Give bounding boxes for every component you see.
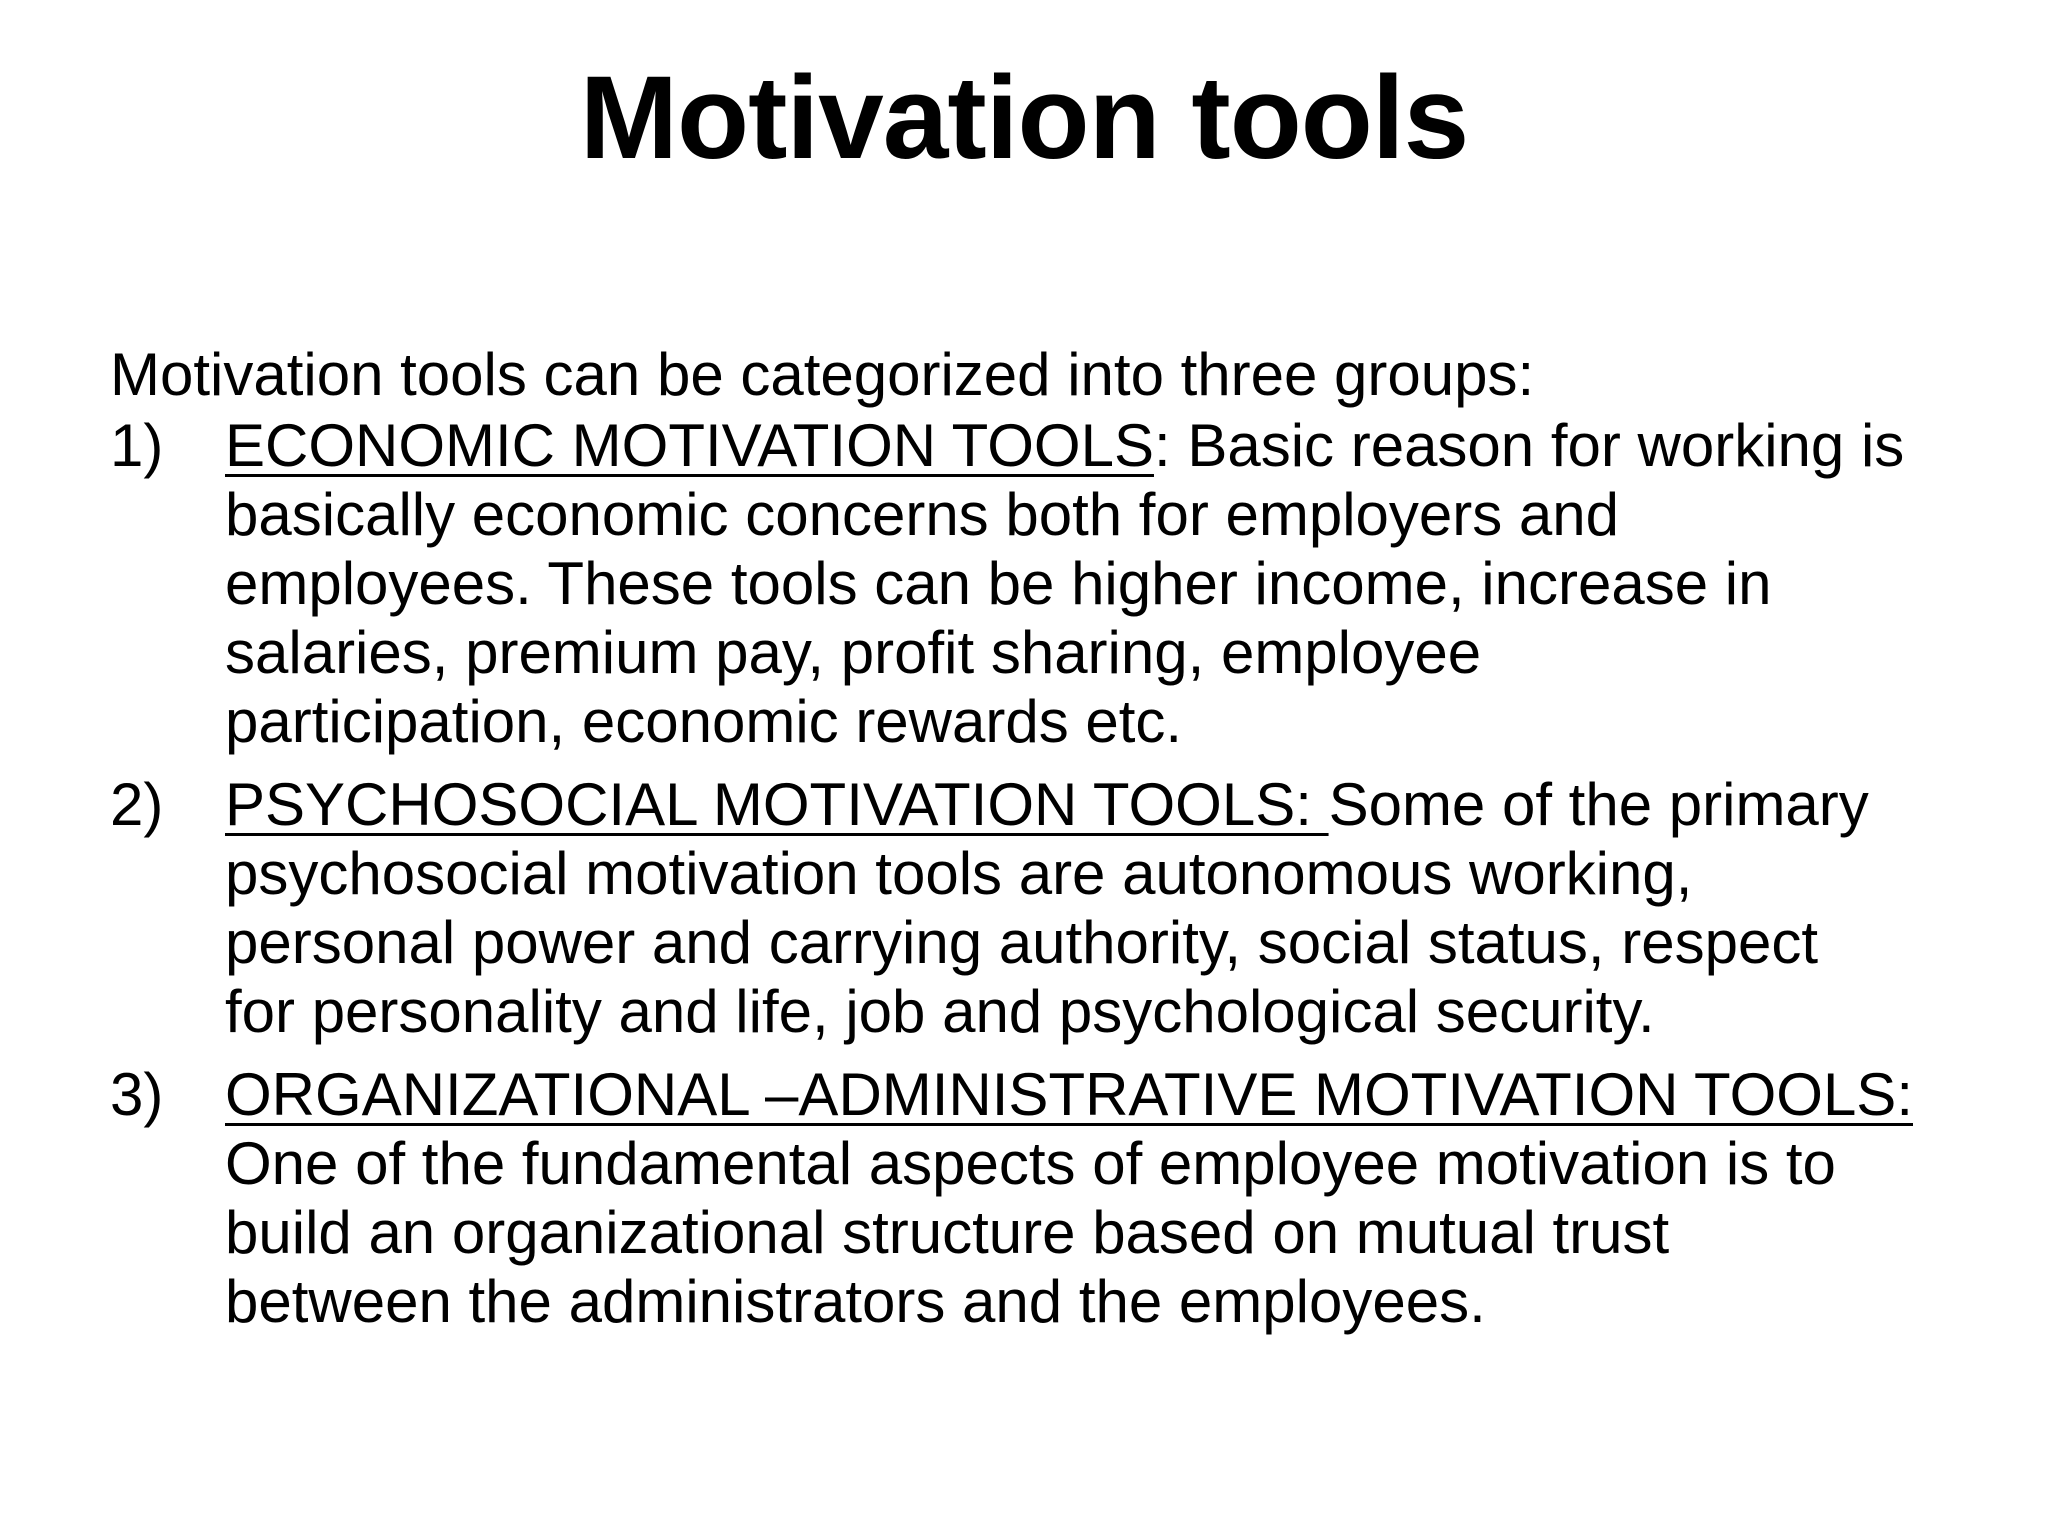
- item-text: One of the fundamental aspects of employee motivation is to: [225, 1130, 1836, 1197]
- item-heading: ORGANIZATIONAL –ADMINISTRATIVE MOTIVATION TOOLS:: [225, 1061, 1913, 1128]
- item-text: build an organizational structure based on mutual trust: [225, 1199, 1670, 1266]
- item-text: participation, economic rewards etc.: [225, 688, 1183, 755]
- item-text: basically economic concerns both for employers and: [225, 481, 1620, 548]
- item-heading: PSYCHOSOCIAL MOTIVATION TOOLS:: [225, 771, 1329, 838]
- item-text: salaries, premium pay, profit sharing, employee: [225, 619, 1482, 686]
- slide-body: [110, 340, 2020, 1350]
- item-text: for personality and life, job and psychological security.: [225, 978, 1655, 1045]
- list-item-psychosocial: [110, 770, 2020, 1046]
- item-heading: ECONOMIC MOTIVATION TOOLS: [225, 412, 1154, 479]
- item-text: : Basic reason for working is: [1153, 412, 1905, 479]
- list-item-economic: [110, 411, 2020, 756]
- item-text: between the administrators and the employees.: [225, 1268, 1486, 1335]
- item-first-line: [225, 1060, 2020, 1129]
- slide-title: Motivation tools: [579, 52, 1469, 184]
- list-item-organizational: [110, 1060, 2020, 1336]
- item-text: psychosocial motivation tools are autonomous working,: [225, 840, 1693, 907]
- list-number: 3): [110, 1061, 164, 1128]
- list-number: 2): [110, 771, 164, 838]
- item-first-line: [225, 770, 2020, 839]
- item-text: Some of the primary: [1328, 771, 1869, 838]
- item-first-line: [225, 411, 2020, 480]
- intro-text: Motivation tools can be categorized into three groups:: [110, 341, 1535, 408]
- item-text: employees. These tools can be higher income, increase in: [225, 550, 1772, 617]
- list-number: 1): [110, 412, 164, 479]
- item-text: personal power and carrying authority, social status, respect: [225, 909, 1819, 976]
